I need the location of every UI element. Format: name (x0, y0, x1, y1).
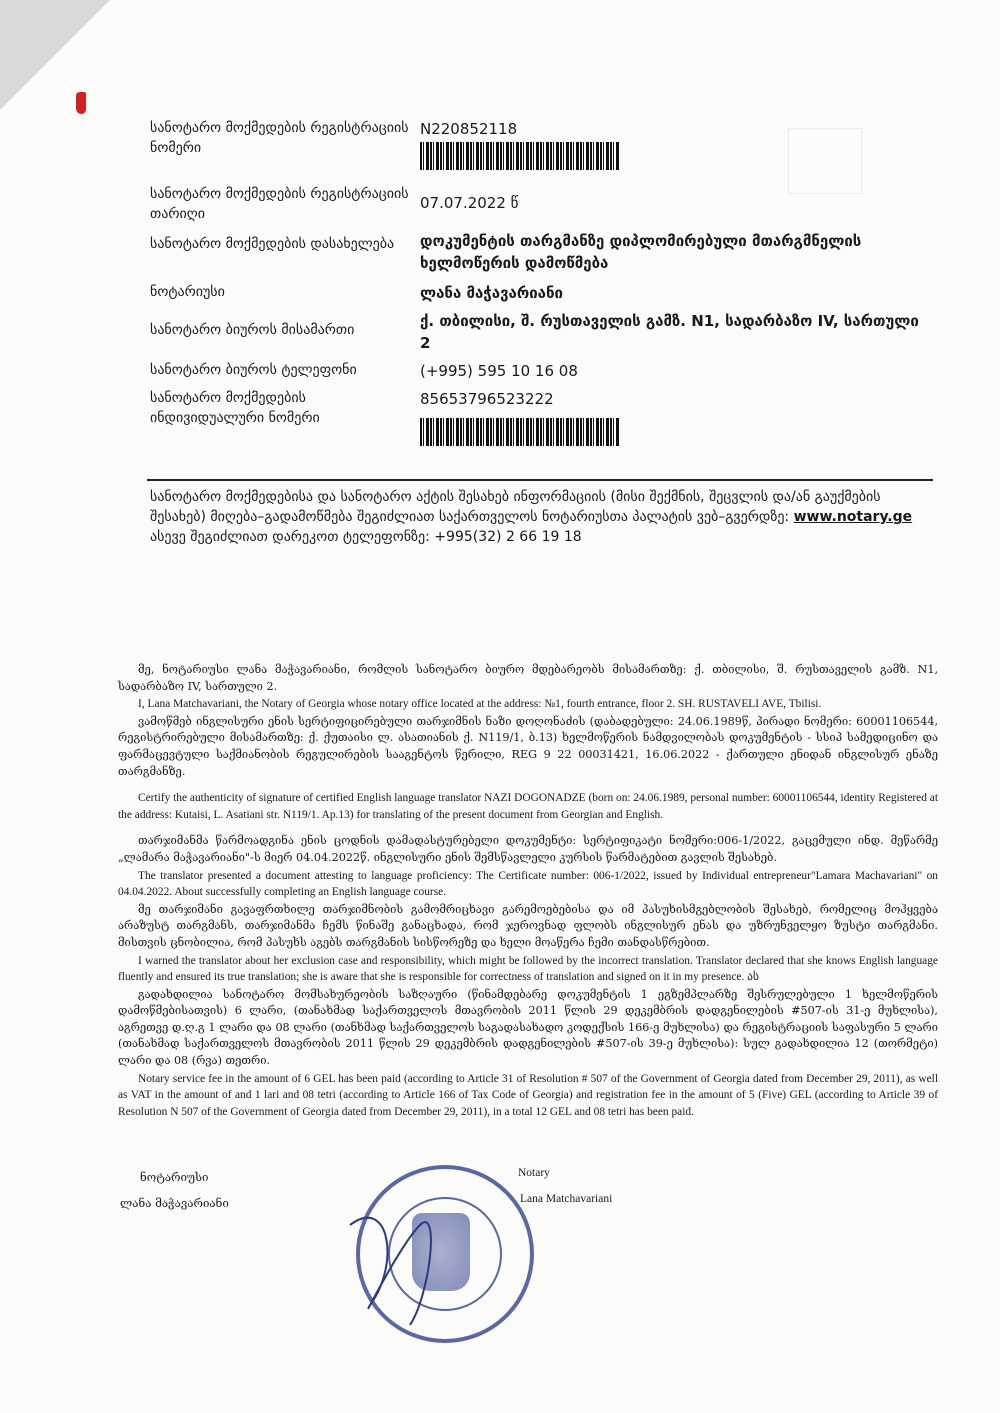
label-office-phone: სანოტარო ბიუროს ტელეფონი (150, 362, 357, 378)
paragraph-ka-4: მე თარჯიმანი გავაფრთხილე თარჯიმნობის გამომრიცხავი გარემოებებისა და იმ პასუხისმგებლობის შესახებ, რომელიც მოჰყვება არაზუსტ თარგმანს, თარჯიმანმა ჩემს წინაშე განაცხადა, რომ ჯეროვნად ფლობს ინგლისურ ენას და უზრუნველყო ზუსტი თარგმანი. მისთვის ცნობილია, რომ პასუხს აგებს თარგმანის სისწორეზე და ხელი მოაწერა ჩემი თანდასწრებით. (118, 902, 938, 949)
value-notary: ლანა მაჭავარიანი (420, 284, 563, 302)
value-action-name: დოკუმენტის თარგმანზე დიპლომირებული მთარგმნელის ხელმოწერის დამოწმება (420, 232, 862, 272)
label-registration-number: სანოტარო მოქმედების რეგისტრაციის ნომერი (150, 120, 409, 156)
info-phone: ასევე შეგიძლიათ დარეკოთ ტელეფონზე: +995(32) 2 66 19 18 (150, 529, 582, 545)
certification-body (118, 662, 938, 1121)
notary-info-block (150, 487, 930, 547)
label-office-address: სანოტარო ბიუროს მისამართი (150, 322, 355, 338)
value-registration-date: 07.07.2022 წ (420, 194, 519, 212)
paragraph-ka-5: გადახდილია სანოტარო მომსახურეობის საზღაური (წინამდებარე დოკუმენტის 1 ეგზემპლარზე შესრულებული 1 ხელმოწერის დამოწმებისათვის) 6 ლარი, (თანახმად საქართველოს მთავრობის 2011 წლის 29 დეკემბრის დადგენილების #507-ის 31-ე მუხლისა), აგრეთვე დ.ღ.გ 1 ლარი და 08 ლარი (თანხმად საქართველოს საგადასახადო კოდექსის 166-ე მუხლისა) და რეგისტრაციის საფასური 5 ლარი (თანახმად საქართველოს მთავრობის 2011 წლის 29 დეკემბრის დადგენილების #507-ის 39-ე მუხლისა): სულ გადახდილია 12 (თორმეტი) ლარი და 08 (რვა) თეთრი. (118, 987, 938, 1068)
value-office-address: ქ. თბილისი, შ. რუსთაველის გამზ. N1, სადარბაზო IV, სართული 2 (420, 312, 919, 352)
info-text: სანოტარო მოქმედებისა და სანოტარო აქტის შესახებ ინფორმაციის (მისი შექმნის, შეცვლის და/ან გაუქმების შესახებ) მიღება–გადამოწმება შეგიძლიათ საქართველოს ნოტარიუსთა პალატის ვებ–გვერდზე: (150, 489, 881, 525)
paragraph-ka-3: თარჯიმანმა წარმოადგინა ენის ცოდნის დამადასტურებელი დოკუმენტი: სერტიფიკატი ნომერი:006-1/2022, გაცემული ინდ. მეწარმე „ლამარა მაჭავარიანი"-ს მიერ 04.04.2022წ. ინგლისური ენის შემსწავლელი კურსის წარმატებით გავლის შესახებ. (118, 834, 938, 864)
paragraph-en-3: The translator presented a document attesting to language proficiency: The Certificate number: 006-1/2022, issued by Individual entrepreneur"Lamara Machavariani" on 04.04.2022. About successfully completing an English language course. (118, 869, 938, 899)
value-office-phone: (+995) 595 10 16 08 (420, 362, 578, 380)
value-individual-number: 85653796523222 (420, 390, 554, 408)
label-registration-date: სანოტარო მოქმედების რეგისტრაციის თარიღი (150, 186, 409, 222)
signature-name-ka: ლანა მაჭავარიანი (120, 1196, 229, 1210)
paragraph-ka-2: ვამოწმებ ინგლისური ენის სერტიფიცირებული თარჯიმნის ნაზი დოღონაძის (დაბადებული: 24.06.1989წ, პირადი ნომერი: 60001106544, რეგისტრირებული მისამართზე: ქ. ქუთაისი ლ. ასათიანის ქ. N119/1, ბ.13) ხელმოწერის ნამდვილობას დოკუმენტის - სსიპ სამედიცინო და ფარმაცევტული საქმიანობის რეგულირების სააგენტოს წერილი, REG 9 22 00031421, 16.06.2022 - ქართული ენიდან ინგლისურ ენაზე თარგმანზე. (118, 714, 938, 778)
red-ink-mark (76, 92, 86, 114)
value-registration-number: N220852118 (420, 120, 518, 138)
signature-title-ka: ნოტარიუსი (140, 1170, 209, 1184)
paragraph-en-5: Notary service fee in the amount of 6 GEL has been paid (according to Article 31 of Resolution # 507 of the Government of Georgia dated from December 29, 2011), as well as VAT in the amount of and 1 lari and 08 tetri (according to Article 166 of Tax Code of Georgia) and registration fee in the amount of 5 (Five) GEL (according to Article 39 of Resolution N 507 of the Government of Georgia dated from December 29, 2011), in a total 12 GEL and 08 tetri has been paid. (118, 1072, 938, 1118)
signature-name-en: Lana Matchavariani (520, 1193, 613, 1205)
section-divider (147, 479, 933, 481)
paragraph-en-2: Certify the authenticity of signature of certified English language translator NAZI DOGONADZE (born on: 24.06.1989, personal number: 60001106544, identity Registered at the address: Kutaisi, L. Asatiani str. N119/1. Ap.13) for translating of the present document from Georgian and English. (118, 792, 938, 821)
handwritten-signature (330, 1185, 470, 1335)
paragraph-en-1: I, Lana Matchavariani, the Notary of Georgia whose notary office located at the address: №1, fourth entrance, floor 2. SH. RUSTAVELI AVE, Tbilisi. (138, 698, 822, 711)
folded-corner (0, 0, 110, 110)
paragraph-ka-1: მე, ნოტარიუსი ლანა მაჭავარიანი, რომლის სანოტარო ბიურო მდებარეობს მისამართზე: ქ. თბილისი, შ. რუსთაველის გამზ. N1, სადარბაზო IV, სართული 2. (118, 663, 938, 693)
barcode-individual (420, 418, 620, 446)
notary-website-link[interactable]: www.notary.ge (793, 509, 913, 525)
paragraph-en-4: I warned the translator about her exclusion case and responsibility, which might be followed by the incorrect translation. Translator declared that she knows English language fluently and ensured its true translation; she is aware that she is responsible for correctness of translation and signed on it in my presence. ას (118, 954, 938, 984)
barcode-registration (420, 142, 620, 170)
signature-title-en: Notary (518, 1167, 550, 1179)
label-notary: ნოტარიუსი (150, 284, 225, 300)
label-individual-number: სანოტარო მოქმედების ინდივიდუალური ნომერი (150, 390, 320, 426)
label-action-name: სანოტარო მოქმედების დასახელება (150, 236, 395, 252)
